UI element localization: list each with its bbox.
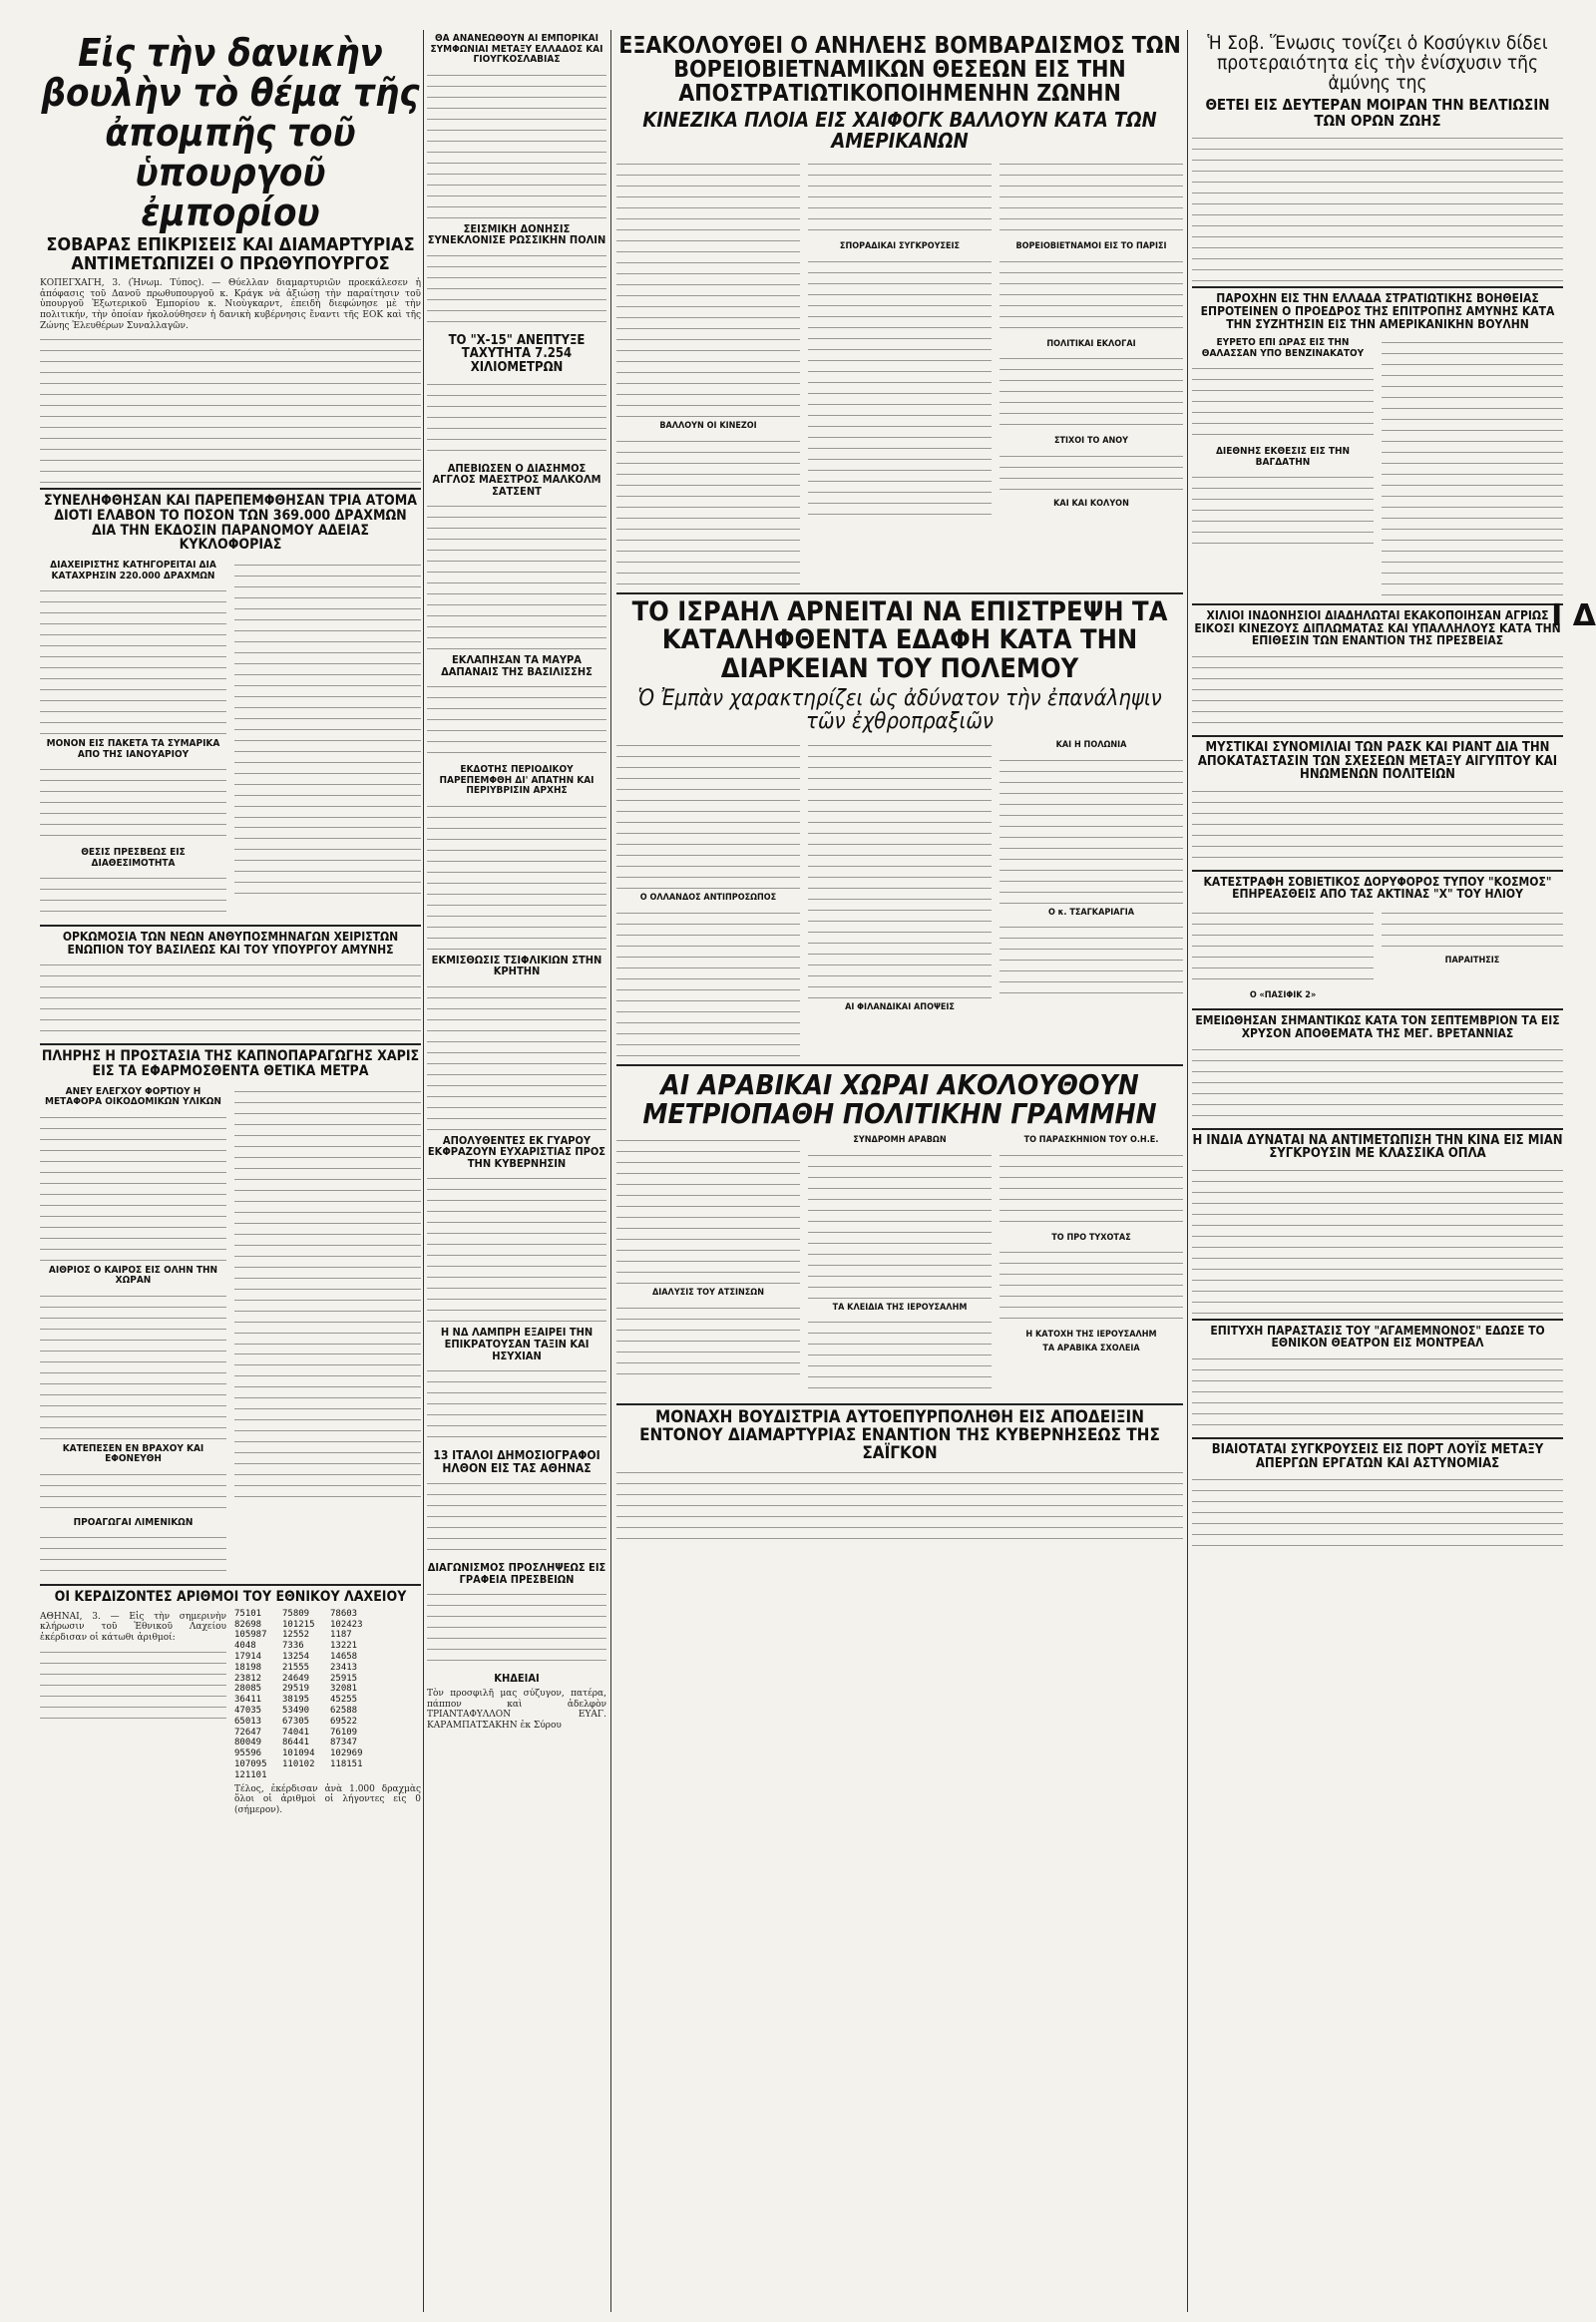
article-text-block [1192, 908, 1374, 987]
article-text-block [808, 1150, 992, 1300]
headline-indonesia: ΧΙΛΙΟΙ ΙΝΔΟΝΗΣΙΟΙ ΔΙΑΔΗΛΩΤΑΙ ΕΚΑΚΟΠΟΙΗΣΑΝ ΑΓΡΙΩΣ ΕΙΚΟΣΙ ΚΙΝΕΖΟΥΣ ΔΙΠΛΩΜΑΤΑΣ ΚΑΙ ΥΠΑΛΛΗΛΟΥΣ ΚΑΤΑ ΤΗΝ ΕΠΙΘΕΣΙΝ ΤΩΝ ΕΝΑΝΤΙΟΝ ΤΗΣ ΠΡΕΣΒΕΙΑΣ [1194, 608, 1561, 648]
cut-off-edge-text: Ι Δ [1551, 598, 1596, 633]
lottery-number: 25915 [330, 1673, 358, 1684]
lottery-number: 69522 [330, 1716, 358, 1727]
subheadline: Ο κ. ΤΣΑΓΚΑΡΙΑΓΙΑ [1047, 907, 1134, 918]
lottery-number: 1187 [330, 1630, 352, 1641]
subheadline: ΤΑ ΚΛΕΙΔΙΑ ΤΗΣ ΙΕΡΟΥΣΑΛΗΜ [832, 1302, 968, 1313]
article-text-block [1192, 1354, 1563, 1433]
lottery-number: 76109 [330, 1727, 358, 1738]
lottery-number: 23812 [234, 1673, 262, 1684]
subheadline-sea: ΕΥΡΕΤΟ ΕΠΙ ΩΡΑΣ ΕΙΣ ΤΗΝ ΘΑΛΑΣΣΑΝ ΥΠΟ ΒΕΝΖΙΝΑΚΑΤΟΥ [1201, 337, 1365, 359]
lottery-number: 80049 [234, 1738, 262, 1748]
article-text-block [427, 70, 606, 219]
lottery-number: 4048 [234, 1641, 256, 1652]
article-text-block [999, 1150, 1183, 1230]
article-text-block [40, 1112, 226, 1262]
lottery-number: 28085 [234, 1684, 262, 1695]
article-text-block [40, 764, 226, 844]
lottery-number: 101094 [282, 1748, 315, 1759]
lottery-number: 74041 [282, 1727, 310, 1738]
headline-maestro: ΑΠΕΒΙΩΣΕΝ Ο ΔΙΑΣΗΜΟΣ ΑΓΓΛΟΣ ΜΑΕΣΤΡΟΣ ΜΑΛΚΟΛΜ ΣΑΤΣΕΝΤ [432, 461, 601, 498]
banner-vietnam-bombing: ΕΞΑΚΟΛΟΥΘΕΙ Ο ΑΝΗΛΕΗΣ ΒΟΜΒΑΡΔΙΣΜΟΣ ΤΩΝ ΒΟΡΕΙΟΒΙΕΤΝΑΜΙΚΩΝ ΘΕΣΕΩΝ ΕΙΣ ΤΗΝ ΑΠΟΣΤΡΑΤΙΩΤΙΚΟΠΟΙΗΜΕΝΗΝ ΖΩΝΗΝ [618, 33, 1181, 108]
article-text-block [427, 801, 606, 951]
article-text-block [999, 256, 1183, 336]
article-text-block [1192, 133, 1563, 282]
article-text-block [40, 1532, 226, 1577]
article-text-block [1192, 472, 1374, 552]
article-text-block [999, 1247, 1183, 1327]
article-text-block [40, 960, 421, 1039]
subheadline: ΠΟΛΙΤΙΚΑΙ ΕΚΛΟΓΑΙ [1046, 338, 1136, 349]
headline-crete: ΕΚΜΙΣΘΩΣΙΣ ΤΣΙΦΛΙΚΙΩΝ ΣΤΗΝ ΚΡΗΤΗΝ [431, 953, 602, 978]
subheadline-parcels: ΜΟΝΟΝ ΕΙΣ ΠΑΚΕΤΑ ΤΑ ΣΥΜΑΡΙΚΑ ΑΠΟ ΤΗΣ ΙΑΝΟΥΑΡΙΟΥ [46, 738, 220, 760]
lottery-number: 82698 [234, 1619, 262, 1630]
lottery-number: 13254 [282, 1651, 310, 1662]
article-text-block [234, 1086, 421, 1346]
lottery-number: 45255 [330, 1695, 358, 1706]
headline-lottery: ΟΙ ΚΕΡΔΙΖΟΝΤΕΣ ΑΡΙΘΜΟΙ ΤΟΥ ΕΘΝΙΚΟΥ ΛΑΧΕΙΟΥ [54, 1589, 407, 1606]
article-text-block [40, 1469, 226, 1514]
headline-publisher: ΕΚΔΟΤΗΣ ΠΕΡΙΟΔΙΚΟΥ ΠΑΡΕΠΕΜΦΘΗ ΔΙ' ΑΠΑΤΗΝ ΚΑΙ ΠΕΡΙΥΒΡΙΣΙΝ ΑΡΧΗΣ [439, 764, 595, 797]
article-text-block [234, 560, 421, 819]
headline-competition: ΔΙΑΓΩΝΙΣΜΟΣ ΠΡΟΣΛΗΨΕΩΣ ΕΙΣ ΓΡΑΦΕΙΑ ΠΡΕΣΒΕΙΩΝ [427, 1561, 606, 1586]
headline-kosygin: Ἡ Σοβ. Ἕνωσις τονίζει ὁ Κοσύγκιν δίδει προτεραιότητα εἰς τὴν ἐνίσχυσιν τῆς ἀμύνης της [1207, 32, 1548, 94]
lottery-number: 14658 [330, 1651, 358, 1662]
lottery-number: 107095 [234, 1758, 267, 1769]
lottery-number: 65013 [234, 1716, 262, 1727]
article-text-block [40, 334, 421, 484]
article-text-block [427, 681, 606, 761]
lottery-intro: ΑΘΗΝΑΙ, 3. — Εἰς τὴν σημερινὴν κλήρωσιν τοῦ Ἐθνικοῦ Λαχείου ἐκέρδισαν οἱ κάτωθι ἀριθμοί: [40, 1611, 226, 1643]
lottery-number: 101215 [282, 1619, 315, 1630]
article-text-block [427, 981, 606, 1131]
lottery-number: 38195 [282, 1695, 310, 1706]
article-text-block [40, 1291, 226, 1440]
lottery-number: 36411 [234, 1695, 262, 1706]
lottery-number: 53490 [282, 1705, 310, 1716]
lottery-number: 110102 [282, 1758, 315, 1769]
headline-rusk-riad: ΜΥΣΤΙΚΑΙ ΣΥΝΟΜΙΛΙΑΙ ΤΩΝ ΡΑΣΚ ΚΑΙ ΡΙΑΝΤ ΔΙΑ ΤΗΝ ΑΠΟΚΑΤΑΣΤΑΣΙΝ ΤΩΝ ΣΧΕΣΕΩΝ ΜΕΤΑΞΥ ΑΙΓΥΠΤΟΥ ΚΑΙ ΗΝΩΜΕΝΩΝ ΠΟΛΙΤΕΙΩΝ [1197, 739, 1558, 783]
lottery-number: 7336 [282, 1641, 304, 1652]
article-text-block [427, 379, 606, 459]
article-text-block [616, 1135, 800, 1285]
article-text-block [999, 922, 1183, 1001]
article-text-block [1192, 1474, 1563, 1554]
funeral-notice: Τὸν προσφιλῆ μας σύζυγον, πατέρα, πάππον καὶ ἀδελφὸν ΤΡΙΑΝΤΑΦΥΛΛΟΝ ΕΥΑΓ. ΚΑΡΑΜΠΑΤΣΑΚΗΝ ἐκ Σύρου [427, 1688, 606, 1731]
subheadline: Ο ΟΛΛΑΝΔΟΣ ΑΝΤΙΠΡΟΣΩΠΟΣ [639, 893, 777, 904]
lottery-number: 75809 [282, 1608, 310, 1619]
lottery-number: 118151 [330, 1758, 363, 1769]
subheadline: ΤΟ ΠΑΡΑΣΚΗΝΙΟΝ ΤΟΥ Ο.Η.Ε. [1023, 1135, 1159, 1146]
headline-india-china: Η ΙΝΔΙΑ ΔΥΝΑΤΑΙ ΝΑ ΑΝΤΙΜΕΤΩΠΙΣΗ ΤΗΝ ΚΙΝΑ ΕΙΣ ΜΙΑΝ ΣΥΓΚΡΟΥΣΙΝ ΜΕ ΚΛΑΣΣΙΚΑ ΟΠΛΑ [1192, 1132, 1563, 1162]
article-text-block [1192, 651, 1563, 731]
article-text-block [427, 250, 606, 330]
headline-x15: ΤΟ "Χ-15" ΑΝΕΠΤΥΞΕ ΤΑΧΥΤΗΤΑ 7.254 ΧΙΛΙΟΜΕΤΡΩΝ [448, 332, 586, 375]
lottery-number: 18198 [234, 1662, 262, 1673]
subheadline: ΔΙΑΛΥΣΙΣ ΤΟΥ ΑΤΣΙΝΣΩΝ [652, 1288, 764, 1299]
subheadline: Ο «ΠΑΣΙΦΙΚ 2» [1249, 989, 1317, 1000]
banner-israel: ΤΟ ΙΣΡΑΗΛ ΑΡΝΕΙΤΑΙ ΝΑ ΕΠΙΣΤΡΕΨΗ ΤΑ ΚΑΤΑΛΗΦΘΕΝΤΑ ΕΔΑΦΗ ΚΑΤΑ ΤΗΝ ΔΙΑΡΚΕΙΑΝ ΤΟΥ ΠΟΛΕΜΟΥ [631, 595, 1168, 684]
lottery-number: 67305 [282, 1716, 310, 1727]
headline-trade-agreements: ΘΑ ΑΝΑΝΕΩΘΟΥΝ ΑΙ ΕΜΠΟΡΙΚΑΙ ΣΥΜΦΩΝΙΑΙ ΜΕΤΑΞΥ ΕΛΛΑΔΟΣ ΚΑΙ ΓΙΟΥΓΚΟΣΛΑΒΙΑΣ [430, 33, 603, 65]
lottery-number: 102969 [330, 1748, 363, 1759]
headline-lambri: Η ΝΔ ΛΑΜΠΡΗ ΕΞΑΙΡΕΙ ΤΗΝ ΕΠΙΚΡΑΤΟΥΣΑΝ ΤΑΞΙΝ ΚΑΙ ΗΣΥΧΙΑΝ [440, 1326, 594, 1362]
lottery-number: 105987 [234, 1630, 267, 1641]
article-text-block [1382, 908, 1563, 953]
banner-arab-countries: ΑΙ ΑΡΑΒΙΚΑΙ ΧΩΡΑΙ ΑΚΟΛΟΥΘΟΥΝ ΜΕΤΡΙΟΠΑΘΗ ΠΟΛΙΤΙΚΗΝ ΓΡΑΜΜΗΝ [642, 1067, 1157, 1130]
lottery-number: 12552 [282, 1630, 310, 1641]
article-text-block [1192, 363, 1374, 443]
subheadline-pm: ΣΟΒΑΡΑΣ ΕΠΙΚΡΙΣΕΙΣ ΚΑΙ ΔΙΑΜΑΡΤΥΡΙΑΣ ΑΝΤΙΜΕΤΩΠΙΖΕΙ Ο ΠΡΩΘΥΠΟΥΡΓΟΣ [46, 234, 415, 275]
article-text-block [808, 1317, 992, 1396]
lottery-number: 29519 [282, 1684, 310, 1695]
lottery-number: 86441 [282, 1738, 310, 1748]
subheadline-fell: ΚΑΤΕΠΕΣΕΝ ΕΝ ΒΡΑΧΟΥ ΚΑΙ ΕΦΟΝΕΥΘΗ [62, 1442, 204, 1465]
headline-agamemnon: ΕΠΙΤΥΧΗ ΠΑΡΑΣΤΑΣΙΣ ΤΟΥ "ΑΓΑΜΕΜΝΟΝΟΣ" ΕΔΩΣΕ ΤΟ ΕΘΝΙΚΟΝ ΘΕΑΤΡΟΝ ΕΙΣ ΜΟΝΤΡΕΑΛ [1210, 1323, 1545, 1351]
lottery-number: 121101 [234, 1769, 267, 1780]
article-text-block [999, 755, 1183, 905]
subheadline-living-conditions: ΘΕΤΕΙ ΕΙΣ ΔΕΥΤΕΡΑΝ ΜΟΙΡΑΝ ΤΗΝ ΒΕΛΤΙΩΣΙΝ ΤΩΝ ΟΡΩΝ ΖΩΗΣ [1205, 95, 1550, 130]
subheadline-promotions: ΠΡΟΑΓΩΓΑΙ ΛΙΜΕΝΙΚΩΝ [73, 1516, 194, 1528]
subheadline: ΣΠΟΡΑΔΙΚΑΙ ΣΥΓΚΡΟΥΣΕΙΣ [839, 241, 961, 252]
column-3 [616, 30, 1183, 2312]
lottery-number: 23413 [330, 1662, 358, 1673]
article-text-block [616, 740, 800, 890]
article-text-block [616, 1467, 1183, 1547]
article-text-block [1382, 337, 1563, 596]
lottery-number: 102423 [330, 1619, 363, 1630]
headline-swearing-in: ΟΡΚΩΜΟΣΙΑ ΤΩΝ ΝΕΩΝ ΑΝΘΥΠΟΣΜΗΝΑΓΩΝ ΧΕΙΡΙΣΤΩΝ ΕΝΩΠΙΟΝ ΤΟΥ ΒΑΣΙΛΕΩΣ ΚΑΙ ΤΟΥ ΥΠΟΥΡΓΟΥ ΑΜΥΝΗΣ [62, 930, 399, 957]
article-text-block [999, 451, 1183, 496]
lottery-number: 62588 [330, 1705, 358, 1716]
lottery-number: 17914 [234, 1651, 262, 1662]
headline-arrests: ΣΥΝΕΛΗΦΘΗΣΑΝ ΚΑΙ ΠΑΡΕΠΕΜΦΘΗΣΑΝ ΤΡΙΑ ΑΤΟΜΑ ΔΙΟΤΙ ΕΛΑΒΟΝ ΤΟ ΠΟΣΟΝ ΤΩΝ 369.000 ΔΡΑΧΜΩΝ ΔΙΑ ΤΗΝ ΕΚΔΟΣΙΝ ΠΑΡΑΝΟΜΟΥ ΑΔΕΙΑΣ ΚΥΚΛΟΦΟΡΙΑΣ [44, 493, 417, 554]
subheadline: ΚΑΙ ΚΑΙ ΚΟΛΥΟΝ [1053, 498, 1129, 509]
subheadline: ΒΑΛΛΟΥΝ ΟΙ ΚΙΝΕΖΟΙ [659, 421, 757, 432]
headline-kosmos: ΚΑΤΕΣΤΡΑΦΗ ΣΟΒΙΕΤΙΚΟΣ ΔΟΡΥΦΟΡΟΣ ΤΥΠΟΥ "ΚΟΣΜΟΣ" ΕΠΗΡΕΑΣΘΕΙΣ ΑΠΟ ΤΑΣ ΑΚΤΙΝΑΣ "Χ" ΤΟΥ ΗΛΙΟΥ [1203, 874, 1552, 902]
headline-tobacco: ΠΛΗΡΗΣ Η ΠΡΟΣΤΑΣΙΑ ΤΗΣ ΚΑΠΝΟΠΑΡΑΓΩΓΗΣ ΧΑΡΙΣ ΕΙΣ ΤΑ ΕΦΑΡΜΟΣΘΕΝΤΑ ΘΕΤΙΚΑ ΜΕΤΡΑ [41, 1048, 420, 1079]
headline-port-louis: ΒΙΑΙΟΤΑΤΑΙ ΣΥΓΚΡΟΥΣΕΙΣ ΕΙΣ ΠΟΡΤ ΛΟΥΪΣ ΜΕΤΑΞΥ ΑΠΕΡΓΩΝ ΕΡΓΑΤΩΝ ΚΑΙ ΑΣΤΥΝΟΜΙΑΣ [1211, 1442, 1544, 1471]
lottery-number: 21555 [282, 1662, 310, 1673]
subheadline-eban: Ὁ Ἐμπὰν χαρακτηρίζει ὡς ἀδύνατον τὴν ἐπανάληψιν τῶν ἐχθροπραξιῶν [637, 685, 1162, 734]
article-text-block [427, 1589, 606, 1669]
article-text-block [808, 256, 992, 516]
article-text-block [808, 159, 992, 238]
subheadline-manager: ΔΙΑΧΕΙΡΙΣΤΗΣ ΚΑΤΗΓΟΡΕΙΤΑΙ ΔΙΑ ΚΑΤΑΧΡΗΣΙΝ 220.000 ΔΡΑΧΜΩΝ [50, 560, 216, 581]
subheadline: ΑΙ ΦΙΛΑΝΔΙΚΑΙ ΑΠΟΨΕΙΣ [845, 1002, 955, 1013]
article-text-block [427, 501, 606, 650]
lottery-number: 95596 [234, 1748, 262, 1759]
article-text-block [999, 353, 1183, 433]
article-text-block [40, 585, 226, 735]
headline-military-aid: ΠΑΡΟΧΗΝ ΕΙΣ ΤΗΝ ΕΛΛΑΔΑ ΣΤΡΑΤΙΩΤΙΚΗΣ ΒΟΗΘΕΙΑΣ ΕΠΡΟΤΕΙΝΕΝ Ο ΠΡΟΕΔΡΟΣ ΤΗΣ ΕΠΙΤΡΟΠΗΣ ΑΜΥΝΗΣ ΚΑΤΑ ΤΗΝ ΣΥΖΗΤΗΣΙΝ ΕΙΣ ΤΗΝ ΑΜΕΡΙΚΑΝΙΚΗΝ ΒΟΥΛΗΝ [1200, 291, 1555, 331]
article-text-block [808, 740, 992, 999]
article-text-block [1192, 1044, 1563, 1124]
article-text-block [1192, 1165, 1563, 1315]
column-2 [427, 30, 606, 2312]
column-4 [1192, 30, 1563, 2312]
article-text-block [40, 1647, 226, 1727]
headline-gyaros: ΑΠΟΛΥΘΕΝΤΕΣ ΕΚ ΓΥΑΡΟΥ ΕΚΦΡΑΖΟΥΝ ΕΥΧΑΡΙΣΤΙΑΣ ΠΡΟΣ ΤΗΝ ΚΥΒΕΡΝΗΣΙΝ [427, 1133, 606, 1170]
article-text-block [616, 908, 800, 1057]
article-body: ΚΟΠΕΓΧΑΓΗ, 3. (Ἠνωμ. Τύπος). — Θύελλαν διαμαρτυριῶν προεκάλεσεν ἡ ἀπόφασις τοῦ Δανοῦ πρωθυπουργοῦ κ. Κράγκ νὰ ἀξιώσῃ τὴν παραίτησιν τοῦ ὑπουργοῦ Ἐξωτερικοῦ Ἐμπορίου κ. Νιοὺγκαρντ, ἐπειδὴ διεφώνησε μὲ τὴν πολιτικήν, τὴν ὁποίαν ἠκολούθησεν ἡ δανικὴ κυβέρνησις ἔναντι τῆς ΕΟΚ καὶ τῆς Ζώνης Ἐλευθέρων Συναλλαγῶν. [40, 278, 421, 331]
lottery-number: 78603 [330, 1608, 358, 1619]
subheadline: ΚΑΙ Η ΠΟΛΩΝΙΑ [1055, 740, 1127, 751]
article-text-block [427, 1173, 606, 1323]
headline-earthquake: ΣΕΙΣΜΙΚΗ ΔΟΝΗΣΙΣ ΣΥΝΕΚΛΟΝΙΣΕ ΡΩΣΣΙΚΗΝ ΠΟΛΙΝ [427, 221, 606, 247]
subheadline-building-materials: ΑΝΕΥ ΕΛΕΓΧΟΥ ΦΟΡΤΙΟΥ Η ΜΕΤΑΦΟΡΑ ΟΙΚΟΔΟΜΙΚΩΝ ΥΛΙΚΩΝ [45, 1085, 221, 1108]
headline-queen: ΕΚΛΑΠΗΣΑΝ ΤΑ ΜΑΥΡΑ ΔΑΠΑΝΑΙΣ ΤΗΣ ΒΑΣΙΛΙΣΣΗΣ [441, 653, 593, 678]
lottery-number: 72647 [234, 1727, 262, 1738]
lottery-number: 75101 [234, 1608, 262, 1619]
column-1 [40, 30, 421, 2312]
subheadline: ΣΤΙΧΟΙ ΤΟ ΑΝΟΥ [1053, 436, 1129, 447]
article-text-block [234, 1349, 421, 1498]
article-text-block [999, 159, 1183, 238]
subheadline: ΤΟ ΠΡΟ ΤΥΧΟΤΑΣ [1051, 1232, 1131, 1243]
subheadline: ΒΟΡΕΙΟΒΙΕΤΝΑΜΟΙ ΕΙΣ ΤΟ ΠΑΡΙΣΙ [1015, 241, 1167, 252]
headline-italian-journalists: 13 ΙΤΑΛΟΙ ΔΗΜΟΣΙΟΓΡΑΦΟΙ ΗΛΘΟΝ ΕΙΣ ΤΑΣ ΑΘΗΝΑΣ [433, 1448, 600, 1475]
subheadline-ambassador: ΘΕΣΙΣ ΠΡΕΣΒΕΩΣ ΕΙΣ ΔΙΑΘΕΣΙΜΟΤΗΤΑ [81, 847, 186, 869]
article-text-block [1192, 786, 1563, 866]
subheadline: ΤΑ ΑΡΑΒΙΚΑ ΣΧΟΛΕΙΑ [1042, 1343, 1140, 1354]
article-text-block [616, 159, 800, 418]
subheadline-weather: ΑΙΘΡΙΟΣ Ο ΚΑΙΡΟΣ ΕΙΣ ΟΛΗΝ ΤΗΝ ΧΩΡΑΝ [48, 1264, 218, 1287]
article-text-block [616, 436, 800, 585]
article-text-block [427, 1478, 606, 1558]
subheadline: ΠΑΡΑΙΤΗΣΙΣ [1444, 955, 1500, 966]
article-text-block [40, 873, 226, 918]
lottery-numbers [234, 1609, 421, 1781]
article-text-block [616, 1303, 800, 1382]
lottery-number: 47035 [234, 1705, 262, 1716]
headline-funerals: ΚΗΔΕΙΑΙ [494, 1672, 540, 1686]
article-text-block [234, 822, 421, 902]
subheadline-baghdad: ΔΙΕΘΝΗΣ ΕΚΘΕΣΙΣ ΕΙΣ ΤΗΝ ΒΑΓΔΑΤΗΝ [1215, 446, 1351, 468]
lottery-number: 13221 [330, 1641, 358, 1652]
subheadline-chinese-ships: ΚΙΝΕΖΙΚΑ ΠΛΟΙΑ ΕΙΣ ΧΑΙΦΟΓΚ ΒΑΛΛΟΥΝ ΚΑΤΑ ΤΩΝ ΑΜΕΡΙΚΑΝΩΝ [642, 108, 1157, 154]
article-text-block [427, 1365, 606, 1445]
lottery-number: 87347 [330, 1738, 358, 1748]
lottery-number: 24649 [282, 1673, 310, 1684]
lottery-number: 32081 [330, 1684, 358, 1695]
headline-danish-parliament: Εἰς τὴν δανικὴν βουλὴν τὸ θέμα τῆς ἀπομπῆς τοῦ ὑπουργοῦ ἐμπορίου [41, 31, 420, 234]
headline-gold-reserves: ΕΜΕΙΩΘΗΣΑΝ ΣΗΜΑΝΤΙΚΩΣ ΚΑΤΑ ΤΟΝ ΣΕΠΤΕΜΒΡΙΟΝ ΤΑ ΕΙΣ ΧΡΥΣΟΝ ΑΠΟΘΕΜΑΤΑ ΤΗΣ ΜΕΓ. ΒΡΕΤΑΝΝΙΑΣ [1195, 1013, 1560, 1041]
banner-buddhist-nun: ΜΟΝΑΧΗ ΒΟΥΔΙΣΤΡΙΑ ΑΥΤΟΕΠΥΡΠΟΛΗΘΗ ΕΙΣ ΑΠΟΔΕΙΞΙΝ ΕΝΤΟΝΟΥ ΔΙΑΜΑΡΤΥΡΙΑΣ ΕΝΑΝΤΙΟΝ ΤΗΣ ΚΥΒΕΡΝΗΣΕΩΣ ΤΗΣ ΣΑΪΓΚΟΝ [639, 1407, 1160, 1463]
lottery-footer: Τέλος, ἐκέρδισαν ἀνὰ 1.000 δραχμὰς ὅλοι οἱ ἀριθμοὶ οἱ λήγοντες εἰς 0 (σήμερον). [234, 1783, 421, 1815]
subheadline: Η ΚΑΤΟΧΗ ΤΗΣ ΙΕΡΟΥΣΑΛΗΜ [1025, 1330, 1157, 1341]
subheadline: ΣΥΝΔΡΟΜΗ ΑΡΑΒΩΝ [853, 1135, 947, 1146]
